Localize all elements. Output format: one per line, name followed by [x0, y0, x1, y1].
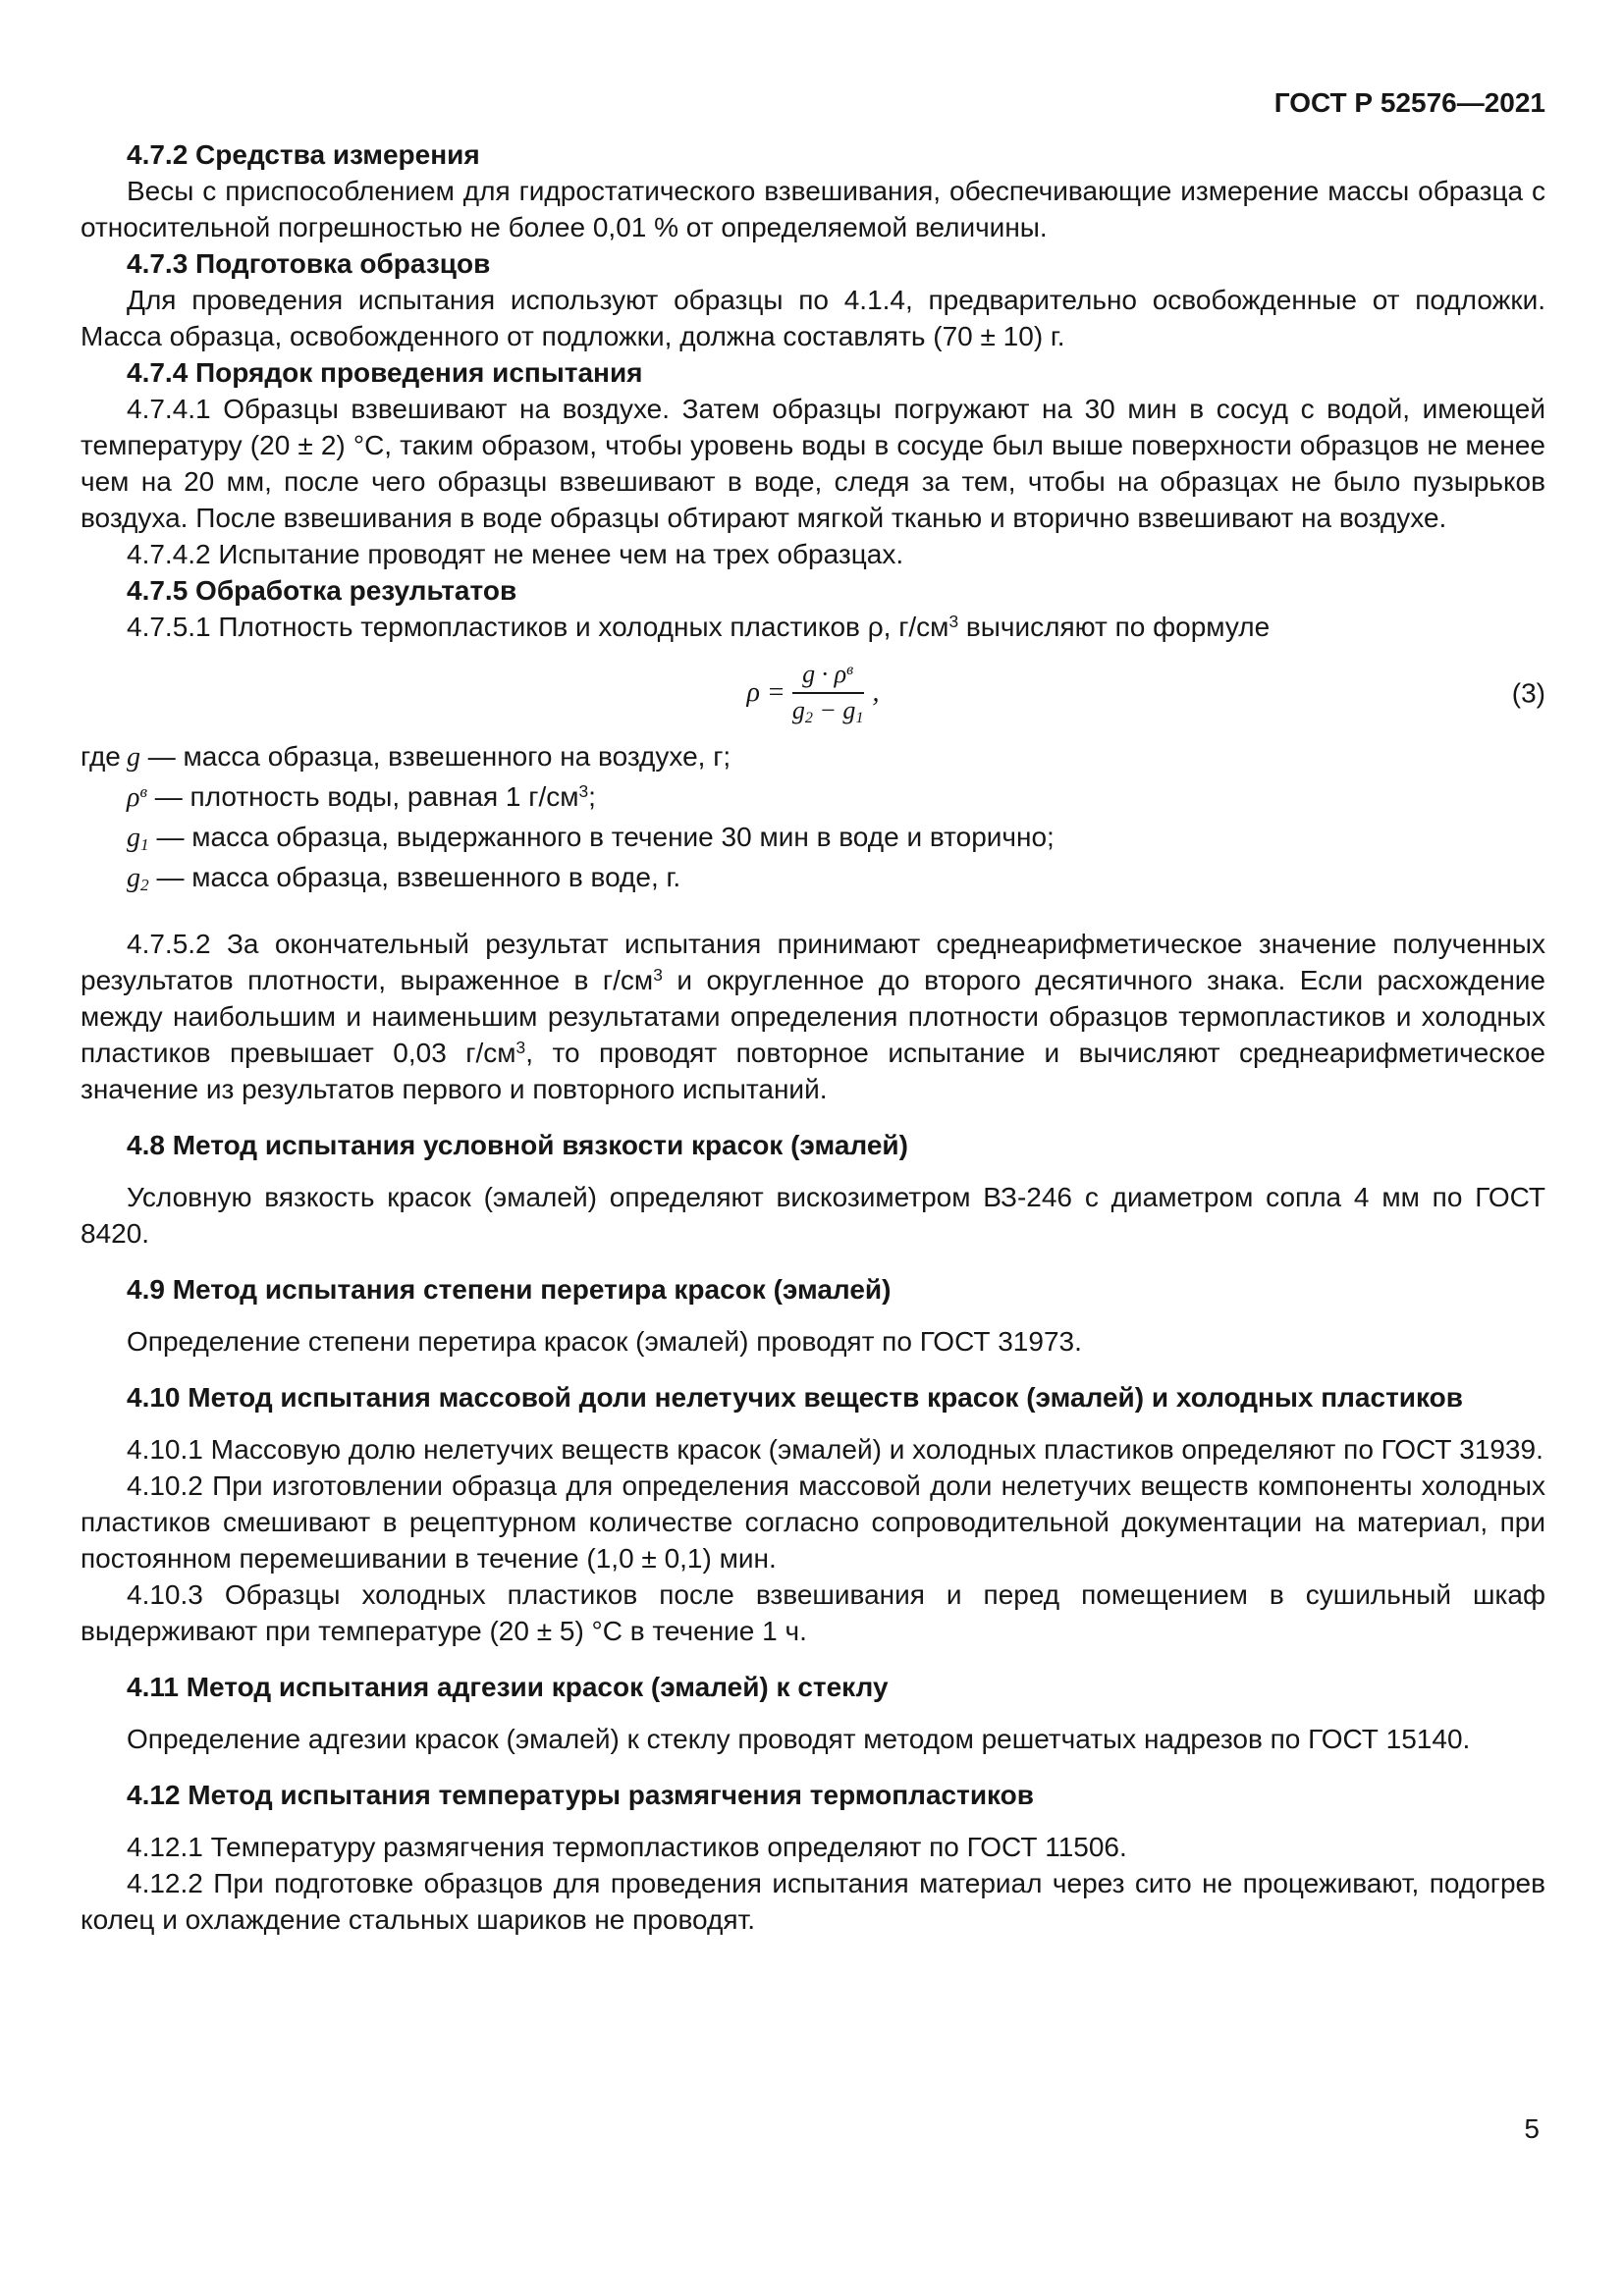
paragraph: 4.7.4.1 Образцы взвешивают на воздухе. Затем образцы погружают на 30 мин в сосуд с водой, имеющей температуру (20 ± 2) °С, таким образом, чтобы уровень воды в сосуде был выше поверхности образцов не менее чем на 20 мм, после чего образцы взвешивают в воде, следя за тем, чтобы на образцах не было пузырьков воздуха. После взвешивания в воде образцы обтирают мягкой тканью и вторично взвешивают на воздухе. — [81, 394, 1545, 533]
paragraph: Определение адгезии красок (эмалей) к стеклу проводят методом решетчатых надрезов по ГОСТ 15140. — [127, 1724, 1471, 1754]
symbol-term: $\rho^в$ — [127, 782, 147, 813]
section-heading: 4.10 Метод испытания массовой доли нелетучих веществ красок (эмалей) и холодных пластиков — [127, 1382, 1463, 1413]
page-content — [81, 84, 1545, 1938]
paragraph: 4.12.2 При подготовке образцов для проведения испытания материал через сито не процеживают, подогрев колец и охлаждение стальных шариков не проводят. — [81, 1868, 1545, 1935]
section-heading: 4.12 Метод испытания температуры размягчения термопластиков — [127, 1780, 1034, 1810]
document-body — [81, 136, 1545, 1938]
paragraph: 4.7.5.2 За окончательный результат испытания принимают среднеарифметическое значение полученных результатов плотности, выраженное в $г/см^3$ и округленное до второго десятичного знака. Если расхождение между наибольшим и наименьшим результатами определения плотности образцов термопластиков и холодных пластиков превышает 0,03 $г/см^3$, то проводят повторное испытание и вычисляют среднеарифметическое значение из результатов первого и повторного испытаний. — [81, 929, 1546, 1104]
symbols-list — [81, 737, 1545, 898]
paragraph: Весы с приспособлением для гидростатического взвешивания, обеспечивающие измерение массы образца с относительной погрешностью не более 0,01 % от определяемой величины. — [81, 176, 1545, 242]
symbols-list-item — [81, 777, 1545, 818]
page-number: 5 — [1524, 2113, 1540, 2144]
symbols-list-item — [81, 737, 1545, 777]
symbol-definition: — масса образца, взвешенного на воздухе, г; — [140, 741, 731, 772]
formula: ρ = $\frac{g \cdot \rho^в}{g_2 - g_1}$ , — [746, 660, 880, 726]
symbols-list-intro: где — [81, 741, 121, 772]
paragraph: Определение степени перетира красок (эмалей) проводят по ГОСТ 31973. — [127, 1326, 1082, 1357]
paragraph: 4.10.3 Образцы холодных пластиков после взвешивания и перед помещением в сушильный шкаф выдерживают при температуре (20 ± 5) °С в течение 1 ч. — [81, 1579, 1545, 1646]
paragraph: Условную вязкость красок (эмалей) определяют вискозиметром ВЗ-246 с диаметром сопла 4 мм по ГОСТ 8420. — [81, 1182, 1545, 1249]
paragraph: Для проведения испытания используют образцы по 4.1.4, предварительно освобожденные от подложки. Масса образца, освобожденного от подложки, должна составлять (70 ± 10) г. — [81, 285, 1545, 351]
section-heading: 4.11 Метод испытания адгезии красок (эмалей) к стеклу — [127, 1672, 889, 1702]
symbol-definition: — масса образца, взвешенного в воде, г. — [148, 862, 681, 892]
formula-number: (3) — [1511, 677, 1545, 709]
clause-heading: 4.7.4 Порядок проведения испытания — [127, 357, 643, 388]
formula-block — [81, 659, 1545, 727]
symbols-list-item — [81, 818, 1545, 858]
clause-heading: 4.7.3 Подготовка образцов — [127, 248, 491, 279]
paragraph: 4.10.1 Массовую долю нелетучих веществ красок (эмалей) и холодных пластиков определяют по ГОСТ 31939. — [127, 1434, 1543, 1465]
clause-heading: 4.7.2 Средства измерения — [127, 139, 480, 170]
paragraph: 4.10.2 При изготовлении образца для определения массовой доли нелетучих веществ компоненты холодных пластиков смешивают в рецептурном количестве согласно сопроводительной документации на материал, при постоянном перемешивании в течение (1,0 ± 0,1) мин. — [81, 1470, 1545, 1574]
document-header: ГОСТ Р 52576—2021 — [1273, 87, 1545, 118]
symbols-list-item — [81, 858, 1545, 898]
paragraph: 4.12.1 Температуру размягчения термопластиков определяют по ГОСТ 11506. — [127, 1832, 1127, 1862]
symbol-term: g — [127, 742, 140, 773]
symbol-term: $g_2$ — [127, 863, 149, 894]
paragraph: 4.7.4.2 Испытание проводят не менее чем на трех образцах. — [127, 539, 904, 569]
paragraph: 4.7.5.1 Плотность термопластиков и холодных пластиков ρ, $г/см^3$ вычисляют по формуле — [127, 612, 1271, 642]
symbol-definition: — масса образца, выдержанного в течение 30 мин в воде и вторично; — [148, 822, 1055, 852]
section-heading: 4.8 Метод испытания условной вязкости красок (эмалей) — [127, 1130, 908, 1160]
clause-heading: 4.7.5 Обработка результатов — [127, 575, 517, 606]
symbol-term: $g_1$ — [127, 823, 149, 854]
section-heading: 4.9 Метод испытания степени перетира красок (эмалей) — [127, 1274, 892, 1305]
symbol-definition: — плотность воды, равная 1 $г/см^3$; — [147, 781, 596, 812]
